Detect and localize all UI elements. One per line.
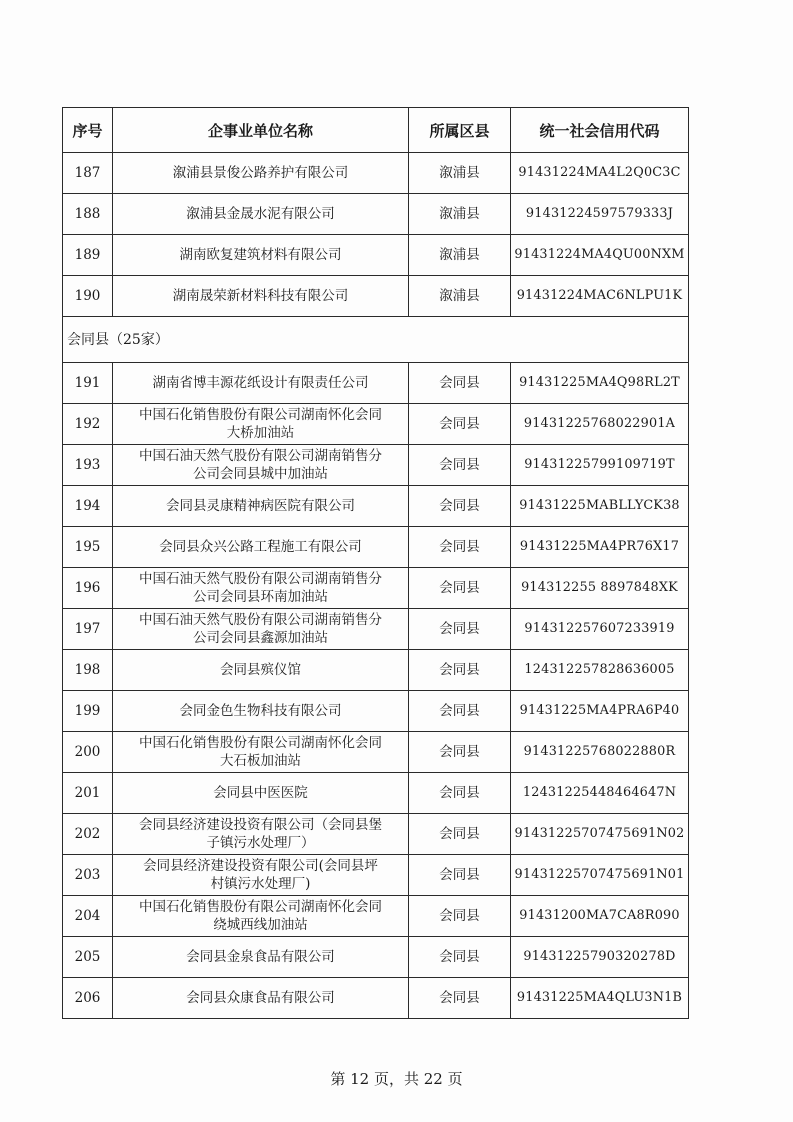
row-county: 会同县 (409, 978, 511, 1019)
row-enterprise-name: 会同县灵康精神病医院有限公司 (113, 486, 409, 527)
row-county: 会同县 (409, 445, 511, 486)
row-county: 会同县 (409, 773, 511, 814)
row-credit-code: 914312255 8897848XK (511, 568, 689, 609)
row-enterprise-name: 会同金色生物科技有限公司 (113, 691, 409, 732)
row-county: 溆浦县 (409, 153, 511, 194)
row-enterprise-name: 会同县中医医院 (113, 773, 409, 814)
table-row (63, 650, 689, 691)
row-county: 会同县 (409, 855, 511, 896)
name-line-2: 村镇污水处理厂) (210, 876, 311, 892)
row-credit-code: 124312257828636005 (511, 650, 689, 691)
row-county: 会同县 (409, 650, 511, 691)
row-serial-no: 196 (63, 568, 113, 609)
name-line-1: 中国石油天然气股份有限公司湖南销售分 (139, 448, 382, 464)
row-enterprise-name (113, 404, 409, 445)
row-credit-code: 91431225768022901A (511, 404, 689, 445)
row-county: 会同县 (409, 691, 511, 732)
row-credit-code: 91431225MA4QLU3N1B (511, 978, 689, 1019)
name-line-2: 大桥加油站 (226, 425, 295, 441)
row-serial-no: 192 (63, 404, 113, 445)
table-row (63, 194, 689, 235)
row-enterprise-name (113, 609, 409, 650)
row-enterprise-name (113, 896, 409, 937)
row-county: 会同县 (409, 404, 511, 445)
row-county: 溆浦县 (409, 235, 511, 276)
row-enterprise-name (113, 814, 409, 855)
row-enterprise-name (113, 568, 409, 609)
row-serial-no: 193 (63, 445, 113, 486)
table-row (63, 276, 689, 317)
table-row (63, 691, 689, 732)
enterprise-table (62, 107, 689, 1019)
row-credit-code: 91431225MA4PRA6P40 (511, 691, 689, 732)
row-credit-code: 91431225768022880R (511, 732, 689, 773)
table-header-row (63, 108, 689, 153)
row-county: 会同县 (409, 732, 511, 773)
table-row (63, 486, 689, 527)
table-row (63, 153, 689, 194)
table-row (63, 568, 689, 609)
header-serial-no: 序号 (63, 108, 113, 153)
county-group-row (63, 317, 689, 363)
table-row (63, 609, 689, 650)
row-credit-code: 91431225799109719T (511, 445, 689, 486)
row-serial-no: 205 (63, 937, 113, 978)
row-credit-code: 91431200MA7CA8R090 (511, 896, 689, 937)
table-row (63, 363, 689, 404)
table-row (63, 527, 689, 568)
row-credit-code: 91431224MA4L2Q0C3C (511, 153, 689, 194)
table-row (63, 855, 689, 896)
name-line-2: 子镇污水处理厂） (206, 835, 315, 851)
table-row (63, 235, 689, 276)
header-county: 所属区县 (409, 108, 511, 153)
name-line-1: 会同县经济建设投资有限公司（会同县堡 (139, 817, 382, 833)
row-credit-code: 91431224MA4QU00NXM (511, 235, 689, 276)
table-row (63, 773, 689, 814)
row-county: 会同县 (409, 363, 511, 404)
table-row (63, 814, 689, 855)
row-credit-code: 12431225448464647N (511, 773, 689, 814)
name-line-1: 会同县经济建设投资有限公司(会同县坪 (143, 858, 378, 874)
table-row (63, 732, 689, 773)
row-serial-no: 201 (63, 773, 113, 814)
name-line-2: 绕城西线加油站 (213, 917, 308, 933)
row-enterprise-name: 湖南晟荣新材料科技有限公司 (113, 276, 409, 317)
name-line-2: 公司会同县城中加油站 (193, 466, 328, 482)
row-serial-no: 195 (63, 527, 113, 568)
row-serial-no: 204 (63, 896, 113, 937)
row-serial-no: 197 (63, 609, 113, 650)
row-credit-code: 91431225MABLLYCK38 (511, 486, 689, 527)
row-enterprise-name: 会同县殡仪馆 (113, 650, 409, 691)
name-line-2: 公司会同县环南加油站 (193, 589, 328, 605)
row-serial-no: 187 (63, 153, 113, 194)
row-county: 会同县 (409, 527, 511, 568)
row-credit-code: 91431225MA4PR76X17 (511, 527, 689, 568)
row-county: 会同县 (409, 937, 511, 978)
row-county: 会同县 (409, 568, 511, 609)
row-serial-no: 200 (63, 732, 113, 773)
row-enterprise-name: 湖南欧复建筑材料有限公司 (113, 235, 409, 276)
row-credit-code: 91431225MA4Q98RL2T (511, 363, 689, 404)
row-enterprise-name: 湖南省博丰源花纸设计有限责任公司 (113, 363, 409, 404)
header-credit-code: 统一社会信用代码 (511, 108, 689, 153)
name-line-1: 中国石化销售股份有限公司湖南怀化会同 (139, 407, 382, 423)
name-line-1: 中国石化销售股份有限公司湖南怀化会同 (139, 735, 382, 751)
name-line-2: 公司会同县鑫源加油站 (193, 630, 328, 646)
row-serial-no: 199 (63, 691, 113, 732)
row-credit-code: 91431224597579333J (511, 194, 689, 235)
row-enterprise-name: 溆浦县金晟水泥有限公司 (113, 194, 409, 235)
county-group-label: 会同县（25家） (63, 317, 689, 363)
row-county: 会同县 (409, 609, 511, 650)
row-serial-no: 202 (63, 814, 113, 855)
table-row (63, 978, 689, 1019)
row-county: 会同县 (409, 486, 511, 527)
header-enterprise-name: 企事业单位名称 (113, 108, 409, 153)
row-enterprise-name: 会同县众兴公路工程施工有限公司 (113, 527, 409, 568)
table-row (63, 896, 689, 937)
name-line-1: 中国石化销售股份有限公司湖南怀化会同 (139, 899, 382, 915)
row-enterprise-name: 会同县金泉食品有限公司 (113, 937, 409, 978)
row-serial-no: 198 (63, 650, 113, 691)
page-number-footer: 第 12 页，共 22 页 (330, 1070, 463, 1088)
row-serial-no: 203 (63, 855, 113, 896)
row-county: 溆浦县 (409, 276, 511, 317)
row-credit-code: 91431225707475691N02 (511, 814, 689, 855)
name-line-1: 中国石油天然气股份有限公司湖南销售分 (139, 571, 382, 587)
row-serial-no: 191 (63, 363, 113, 404)
row-enterprise-name (113, 445, 409, 486)
row-credit-code: 914312257607233919 (511, 609, 689, 650)
row-county: 溆浦县 (409, 194, 511, 235)
row-credit-code: 91431224MAC6NLPU1K (511, 276, 689, 317)
row-enterprise-name (113, 855, 409, 896)
row-serial-no: 206 (63, 978, 113, 1019)
row-serial-no: 188 (63, 194, 113, 235)
table-row (63, 937, 689, 978)
row-enterprise-name (113, 732, 409, 773)
row-serial-no: 190 (63, 276, 113, 317)
row-enterprise-name: 溆浦县景俊公路养护有限公司 (113, 153, 409, 194)
table-row (63, 404, 689, 445)
row-county: 会同县 (409, 814, 511, 855)
row-credit-code: 91431225707475691N01 (511, 855, 689, 896)
row-serial-no: 194 (63, 486, 113, 527)
name-line-1: 中国石油天然气股份有限公司湖南销售分 (139, 612, 382, 628)
name-line-2: 大石板加油站 (220, 753, 301, 769)
row-serial-no: 189 (63, 235, 113, 276)
table-row (63, 445, 689, 486)
row-credit-code: 91431225790320278D (511, 937, 689, 978)
row-county: 会同县 (409, 896, 511, 937)
row-enterprise-name: 会同县众康食品有限公司 (113, 978, 409, 1019)
